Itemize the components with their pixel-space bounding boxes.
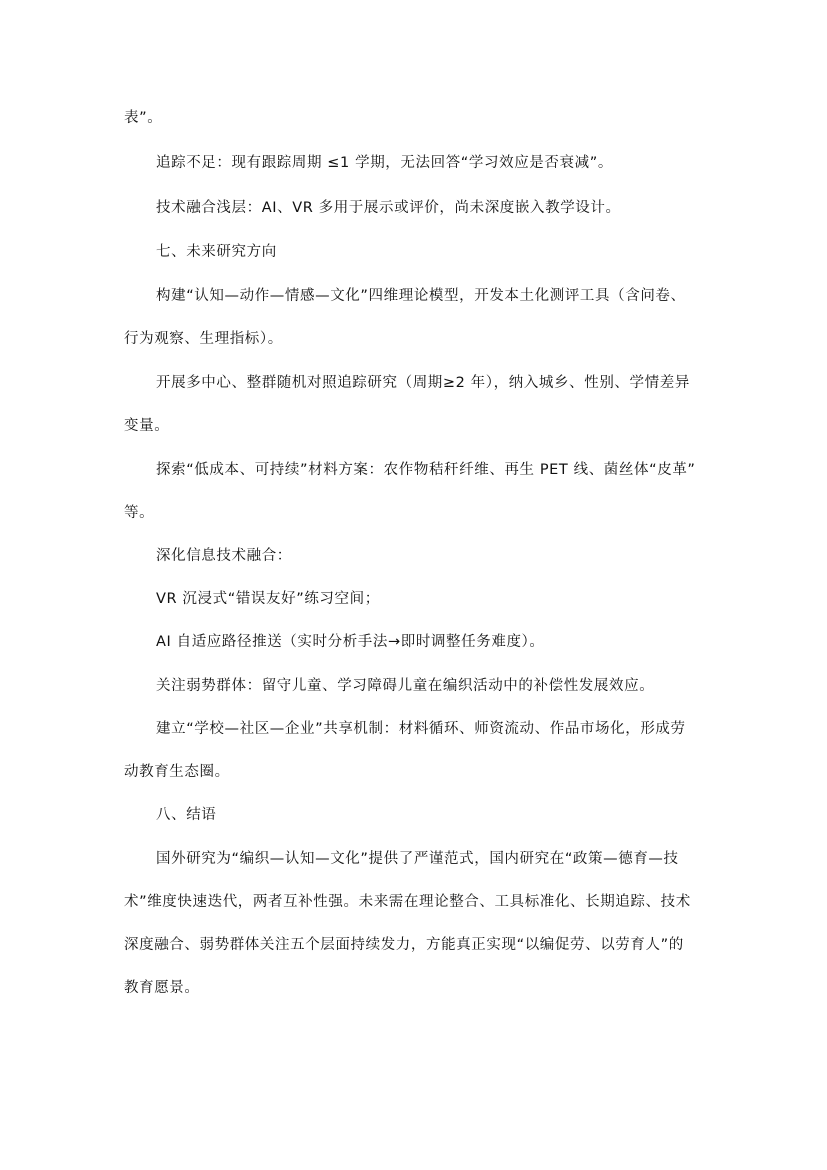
text-line: 开展多中心、整群随机对照追踪研究（周期≥2 年），纳入城乡、性别、学情差异 bbox=[156, 375, 690, 391]
text-line: AI 自适应路径推送（实时分析手法→即时调整任务难度）。 bbox=[156, 634, 545, 650]
text-line: 表”。 bbox=[124, 110, 163, 126]
text-line: 关注弱势群体：留守儿童、学习障碍儿童在编织活动中的补偿性发展效应。 bbox=[156, 678, 655, 694]
text-line: 变量。 bbox=[124, 418, 170, 434]
text-line: 行为观察、生理指标）。 bbox=[124, 331, 283, 347]
text-line: 建立“学校—社区—企业”共享机制：材料循环、师资流动、作品市场化，形成劳 bbox=[156, 721, 686, 737]
text-line: 技术融合浅层：AI、VR 多用于展示或评价，尚未深度嵌入教学设计。 bbox=[156, 200, 621, 216]
section-heading: 八、结语 bbox=[156, 807, 217, 823]
text-line: VR 沉浸式“错误友好”练习空间； bbox=[156, 591, 380, 607]
text-line: 深度融合、弱势群体关注五个层面持续发力，方能真正实现“以编促劳、以劳育人”的 bbox=[124, 937, 684, 953]
text-line: 等。 bbox=[124, 505, 155, 521]
text-line: 追踪不足：现有跟踪周期 ≤1 学期，无法回答“学习效应是否衰减”。 bbox=[156, 155, 613, 171]
text-line: 探索“低成本、可持续”材料方案：农作物秸秆纤维、再生 PET 线、菌丝体“皮革” bbox=[156, 462, 696, 478]
text-line: 教育愿景。 bbox=[124, 980, 200, 996]
text-line: 构建“认知—动作—情感—文化”四维理论模型，开发本土化测评工具（含问卷、 bbox=[156, 288, 686, 304]
text-line: 术”维度快速迭代，两者互补性强。未来需在理论整合、工具标准化、长期追踪、技术 bbox=[124, 894, 691, 910]
section-heading: 七、未来研究方向 bbox=[156, 244, 277, 260]
text-line: 深化信息技术融合： bbox=[156, 548, 292, 564]
text-line: 国外研究为“编织—认知—文化”提供了严谨范式，国内研究在“政策—德育—技 bbox=[156, 851, 679, 867]
text-line: 动教育生态圈。 bbox=[124, 764, 230, 780]
